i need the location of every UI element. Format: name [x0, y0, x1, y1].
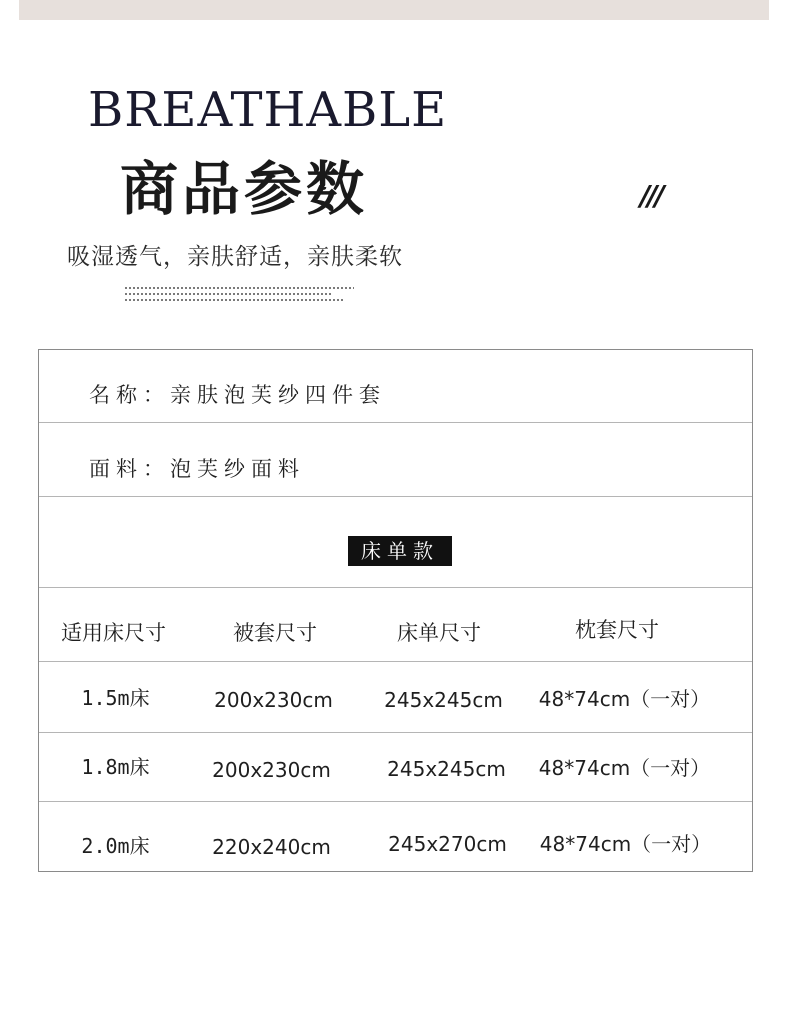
- table-cell: 2.0m床: [81, 834, 150, 858]
- table-cell: 245x270cm: [388, 832, 507, 856]
- brand-wordmark: BREATHABLE: [88, 82, 448, 138]
- table-cell: 245x245cm: [384, 688, 503, 712]
- page-title: 商品参数: [120, 155, 369, 223]
- table-cell: 48*74cm（一对）: [539, 832, 712, 856]
- column-header-duvet-size: 被套尺寸: [233, 621, 317, 645]
- spec-table: [38, 349, 753, 872]
- table-cell: 245x245cm: [387, 757, 506, 781]
- table-cell: 200x230cm: [214, 688, 333, 712]
- table-cell: 48*74cm（一对）: [538, 756, 711, 780]
- section-tag: 床单款: [348, 536, 452, 566]
- divider: [39, 661, 752, 662]
- table-cell: 1.8m床: [81, 755, 150, 779]
- product-name: 名称：亲肤泡芙纱四件套: [89, 383, 386, 407]
- table-cell: 1.5m床: [81, 686, 150, 710]
- divider: [39, 496, 752, 497]
- slash-decoration: ///: [640, 179, 662, 212]
- table-cell: 48*74cm（一对）: [538, 687, 711, 711]
- dotted-decoration: [124, 287, 354, 309]
- top-color-band: [19, 0, 769, 20]
- column-header-sheet-size: 床单尺寸: [397, 621, 481, 645]
- column-header-bed-size: 适用床尺寸: [61, 621, 166, 645]
- divider: [39, 587, 752, 588]
- table-cell: 220x240cm: [212, 835, 331, 859]
- divider: [39, 732, 752, 733]
- divider: [39, 422, 752, 423]
- column-header-pillowcase-size: 枕套尺寸: [575, 618, 659, 642]
- subtitle: 吸湿透气，亲肤舒适，亲肤柔软: [67, 244, 403, 270]
- product-fabric: 面料：泡芙纱面料: [89, 457, 305, 481]
- divider: [39, 801, 752, 802]
- table-cell: 200x230cm: [212, 758, 331, 782]
